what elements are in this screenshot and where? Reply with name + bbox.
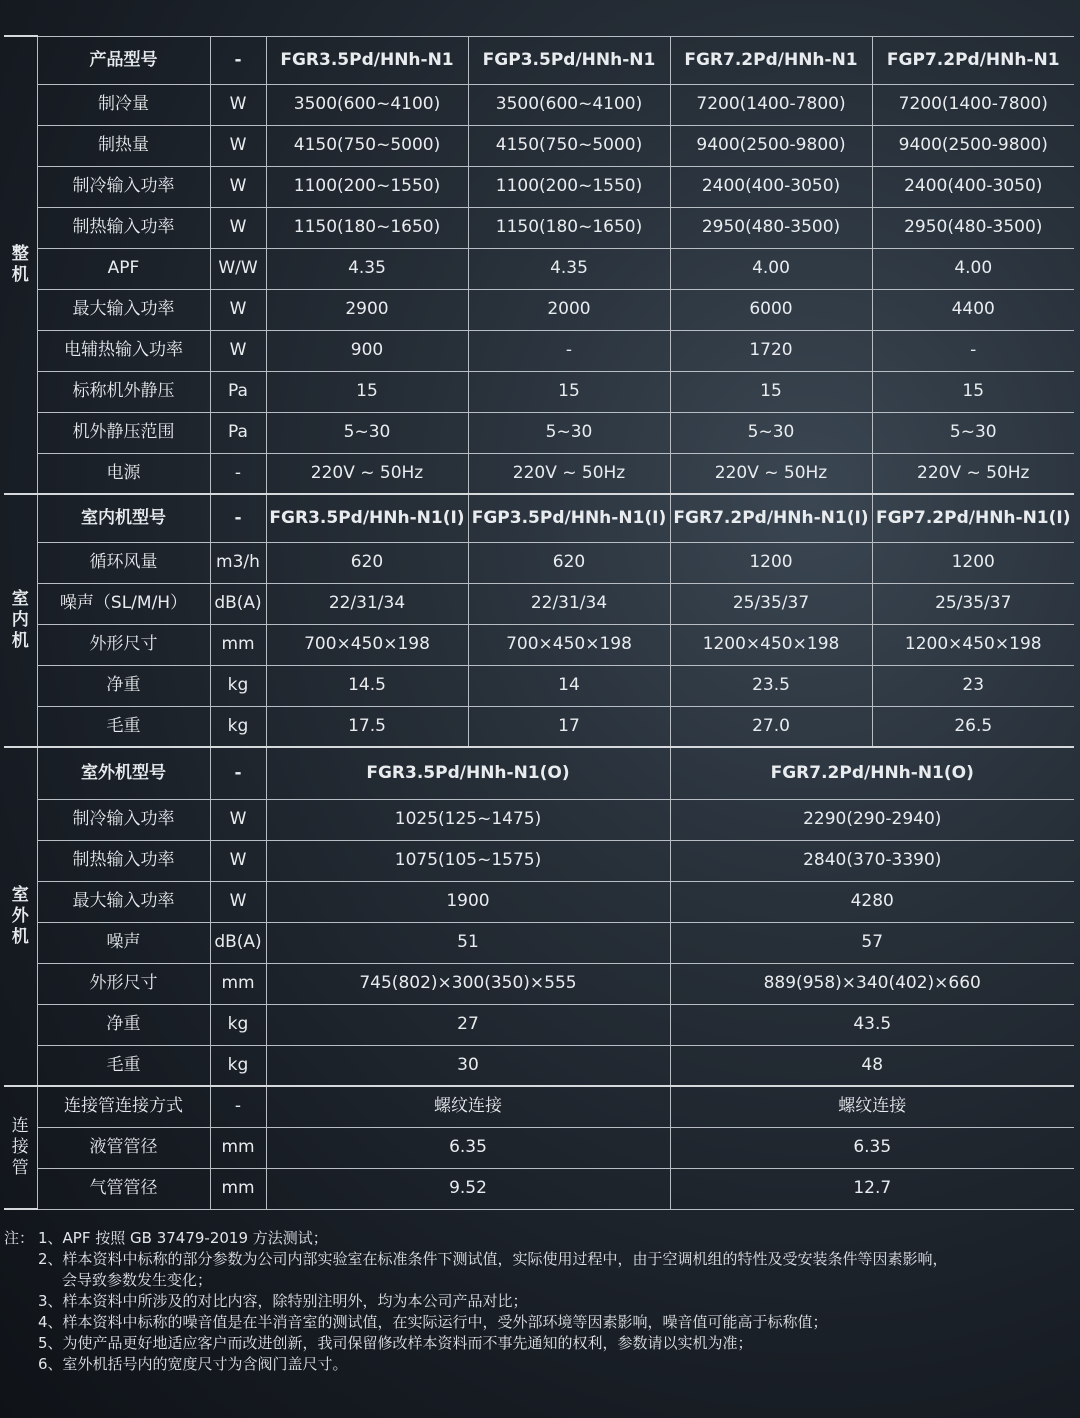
value-cell: 1150(180~1650)	[266, 207, 468, 248]
unit-cell: W	[210, 84, 266, 125]
spec-table	[4, 35, 1074, 1210]
note-item: 4、样本资料中标称的噪音值是在半消音室的测试值，在实际运行中，受外部环境等因素影响，噪音值可能高于标称值；	[38, 1313, 828, 1331]
value-cell: 26.5	[872, 706, 1074, 747]
row-label: 制热量	[37, 125, 210, 166]
row-label: 循环风量	[37, 542, 210, 583]
note-text: 1、APF 按照 GB 37479-2019 方法测试；	[38, 1229, 328, 1247]
unit-cell: m3/h	[210, 542, 266, 583]
value-cell: 23	[872, 665, 1074, 706]
section-label: 室内机	[4, 494, 37, 747]
value-cell: 6000	[670, 289, 872, 330]
value-cell: 12.7	[670, 1168, 1074, 1209]
value-cell: 5~30	[468, 412, 670, 453]
unit-cell: kg	[210, 706, 266, 747]
value-cell: 745(802)×300(350)×555	[266, 963, 670, 1004]
value-cell: 2000	[468, 289, 670, 330]
table-row	[4, 624, 1074, 665]
value-cell: 220V ~ 50Hz	[266, 453, 468, 494]
table-row	[4, 330, 1074, 371]
value-cell: 220V ~ 50Hz	[872, 453, 1074, 494]
unit-cell: W/W	[210, 248, 266, 289]
model-header: FGP3.5Pd/HNh-N1	[468, 36, 670, 84]
table-row	[4, 881, 1074, 922]
value-cell: 43.5	[670, 1004, 1074, 1045]
value-cell: 1900	[266, 881, 670, 922]
value-cell: 48	[670, 1045, 1074, 1086]
table-row	[4, 125, 1074, 166]
value-cell: 1100(200~1550)	[468, 166, 670, 207]
value-cell: 14	[468, 665, 670, 706]
row-label: 最大输入功率	[37, 289, 210, 330]
value-cell: 5~30	[670, 412, 872, 453]
value-cell: 9.52	[266, 1168, 670, 1209]
table-row	[4, 166, 1074, 207]
note-item: 6、室外机括号内的宽度尺寸为含阀门盖尺寸。	[38, 1355, 348, 1373]
row-label: 最大输入功率	[37, 881, 210, 922]
row-label: 噪声（SL/M/H）	[37, 583, 210, 624]
value-cell: 22/31/34	[468, 583, 670, 624]
value-cell: 6.35	[266, 1127, 670, 1168]
model-header: FGP7.2Pd/HNh-N1	[872, 36, 1074, 84]
row-label: 液管管径	[37, 1127, 210, 1168]
value-cell: -	[468, 330, 670, 371]
section-label: 整机	[4, 36, 37, 494]
table-row	[4, 963, 1074, 1004]
unit-cell: -	[210, 1086, 266, 1127]
value-cell: 23.5	[670, 665, 872, 706]
unit-cell: kg	[210, 665, 266, 706]
value-cell: 4150(750~5000)	[468, 125, 670, 166]
table-row	[4, 84, 1074, 125]
row-label: 噪声	[37, 922, 210, 963]
value-cell: 1200×450×198	[670, 624, 872, 665]
value-cell: 27.0	[670, 706, 872, 747]
value-cell: 1200	[872, 542, 1074, 583]
value-cell: 螺纹连接	[670, 1086, 1074, 1127]
row-label: 毛重	[37, 1045, 210, 1086]
table-row	[4, 747, 1074, 799]
value-cell: 889(958)×340(402)×660	[670, 963, 1074, 1004]
note-item: 5、为使产品更好地适应客户而改进创新，我司保留修改样本资料而不事先通知的权利，参数请以实机为准；	[38, 1334, 753, 1352]
unit-cell: -	[210, 747, 266, 799]
table-row	[4, 207, 1074, 248]
value-cell: 1720	[670, 330, 872, 371]
row-label: 净重	[37, 1004, 210, 1045]
table-row	[4, 412, 1074, 453]
value-cell: 3500(600~4100)	[468, 84, 670, 125]
value-cell: 15	[266, 371, 468, 412]
unit-cell: mm	[210, 1168, 266, 1209]
row-label: 室外机型号	[37, 747, 210, 799]
row-label: 气管管径	[37, 1168, 210, 1209]
row-label: 外形尺寸	[37, 963, 210, 1004]
table-row	[4, 36, 1074, 84]
model-header: FGR3.5Pd/HNh-N1(O)	[266, 747, 670, 799]
table-row	[4, 1004, 1074, 1045]
unit-cell: W	[210, 289, 266, 330]
value-cell: 2400(400-3050)	[670, 166, 872, 207]
value-cell: 2840(370-3390)	[670, 840, 1074, 881]
model-header: FGR3.5Pd/HNh-N1	[266, 36, 468, 84]
model-header: FGR7.2Pd/HNh-N1	[670, 36, 872, 84]
value-cell: 15	[670, 371, 872, 412]
value-cell: 4280	[670, 881, 1074, 922]
value-cell: 15	[872, 371, 1074, 412]
value-cell: 2400(400-3050)	[872, 166, 1074, 207]
unit-cell: Pa	[210, 371, 266, 412]
value-cell: 2950(480-3500)	[872, 207, 1074, 248]
table-row	[4, 1127, 1074, 1168]
table-row	[4, 542, 1074, 583]
value-cell: 220V ~ 50Hz	[670, 453, 872, 494]
value-cell: 700×450×198	[266, 624, 468, 665]
table-row	[4, 248, 1074, 289]
section-label: 室外机	[4, 747, 37, 1086]
row-label: 制热输入功率	[37, 207, 210, 248]
row-label: 制冷输入功率	[37, 799, 210, 840]
unit-cell: W	[210, 125, 266, 166]
value-cell: 4.00	[872, 248, 1074, 289]
row-label: 机外静压范围	[37, 412, 210, 453]
row-label: 室内机型号	[37, 494, 210, 542]
table-row	[4, 453, 1074, 494]
table-row	[4, 1168, 1074, 1209]
unit-cell: mm	[210, 963, 266, 1004]
value-cell: 2950(480-3500)	[670, 207, 872, 248]
row-label: 电源	[37, 453, 210, 494]
row-label: 外形尺寸	[37, 624, 210, 665]
unit-cell: mm	[210, 1127, 266, 1168]
value-cell: 25/35/37	[872, 583, 1074, 624]
value-cell: 3500(600~4100)	[266, 84, 468, 125]
value-cell: 4.35	[266, 248, 468, 289]
value-cell: 7200(1400-7800)	[670, 84, 872, 125]
value-cell: 4.00	[670, 248, 872, 289]
unit-cell: W	[210, 881, 266, 922]
value-cell: 1200×450×198	[872, 624, 1074, 665]
value-cell: 2290(290-2940)	[670, 799, 1074, 840]
table-row	[4, 371, 1074, 412]
unit-cell: W	[210, 799, 266, 840]
value-cell: 1075(105~1575)	[266, 840, 670, 881]
unit-cell: kg	[210, 1045, 266, 1086]
value-cell: 5~30	[872, 412, 1074, 453]
value-cell: 螺纹连接	[266, 1086, 670, 1127]
unit-cell: -	[210, 494, 266, 542]
unit-cell: dB(A)	[210, 583, 266, 624]
table-row	[4, 583, 1074, 624]
unit-cell: -	[210, 36, 266, 84]
row-label: 净重	[37, 665, 210, 706]
value-cell: 17.5	[266, 706, 468, 747]
row-label: 制冷输入功率	[37, 166, 210, 207]
unit-cell: kg	[210, 1004, 266, 1045]
value-cell: 6.35	[670, 1127, 1074, 1168]
table-row	[4, 922, 1074, 963]
table-row	[4, 494, 1074, 542]
row-label: 制热输入功率	[37, 840, 210, 881]
model-header: FGP7.2Pd/HNh-N1(I)	[872, 494, 1074, 542]
notes-prefix: 注：	[4, 1229, 35, 1247]
value-cell: 1025(125~1475)	[266, 799, 670, 840]
value-cell: 51	[266, 922, 670, 963]
unit-cell: W	[210, 840, 266, 881]
value-cell: 15	[468, 371, 670, 412]
value-cell: 2900	[266, 289, 468, 330]
value-cell: 4.35	[468, 248, 670, 289]
value-cell: 9400(2500-9800)	[670, 125, 872, 166]
value-cell: 25/35/37	[670, 583, 872, 624]
value-cell: 1100(200~1550)	[266, 166, 468, 207]
model-header: FGR7.2Pd/HNh-N1(I)	[670, 494, 872, 542]
table-row	[4, 799, 1074, 840]
value-cell: 5~30	[266, 412, 468, 453]
table-row	[4, 1086, 1074, 1127]
value-cell: 4400	[872, 289, 1074, 330]
row-label: 连接管连接方式	[37, 1086, 210, 1127]
value-cell: 57	[670, 922, 1074, 963]
value-cell: 620	[266, 542, 468, 583]
value-cell: 30	[266, 1045, 670, 1086]
row-label: 电辅热输入功率	[37, 330, 210, 371]
value-cell: 1150(180~1650)	[468, 207, 670, 248]
value-cell: 9400(2500-9800)	[872, 125, 1074, 166]
value-cell: 17	[468, 706, 670, 747]
value-cell: 900	[266, 330, 468, 371]
table-row	[4, 840, 1074, 881]
note-continuation: 会导致参数发生变化；	[62, 1271, 213, 1289]
model-header: FGP3.5Pd/HNh-N1(I)	[468, 494, 670, 542]
unit-cell: dB(A)	[210, 922, 266, 963]
value-cell: 620	[468, 542, 670, 583]
unit-cell: -	[210, 453, 266, 494]
row-label: 毛重	[37, 706, 210, 747]
value-cell: 22/31/34	[266, 583, 468, 624]
unit-cell: W	[210, 166, 266, 207]
table-row	[4, 289, 1074, 330]
section-label: 连接管	[4, 1086, 37, 1209]
note-item	[4, 1228, 1074, 1249]
unit-cell: mm	[210, 624, 266, 665]
row-label: 制冷量	[37, 84, 210, 125]
unit-cell: W	[210, 330, 266, 371]
notes	[4, 1228, 1074, 1375]
row-label: 标称机外静压	[37, 371, 210, 412]
value-cell: 14.5	[266, 665, 468, 706]
note-item: 3、样本资料中所涉及的对比内容，除特别注明外，均为本公司产品对比；	[38, 1292, 528, 1310]
note-item: 2、样本资料中标称的部分参数为公司内部实验室在标准条件下测试值，实际使用过程中，由于空调机组的特性及受安装条件等因素影响，	[38, 1250, 948, 1268]
value-cell: 220V ~ 50Hz	[468, 453, 670, 494]
value-cell: 1200	[670, 542, 872, 583]
table-row	[4, 1045, 1074, 1086]
row-label: 产品型号	[37, 36, 210, 84]
unit-cell: W	[210, 207, 266, 248]
table-row	[4, 665, 1074, 706]
model-header: FGR3.5Pd/HNh-N1(I)	[266, 494, 468, 542]
value-cell: 27	[266, 1004, 670, 1045]
value-cell: 4150(750~5000)	[266, 125, 468, 166]
value-cell: -	[872, 330, 1074, 371]
table-row	[4, 706, 1074, 747]
value-cell: 7200(1400-7800)	[872, 84, 1074, 125]
value-cell: 700×450×198	[468, 624, 670, 665]
model-header: FGR7.2Pd/HNh-N1(O)	[670, 747, 1074, 799]
unit-cell: Pa	[210, 412, 266, 453]
row-label: APF	[37, 248, 210, 289]
